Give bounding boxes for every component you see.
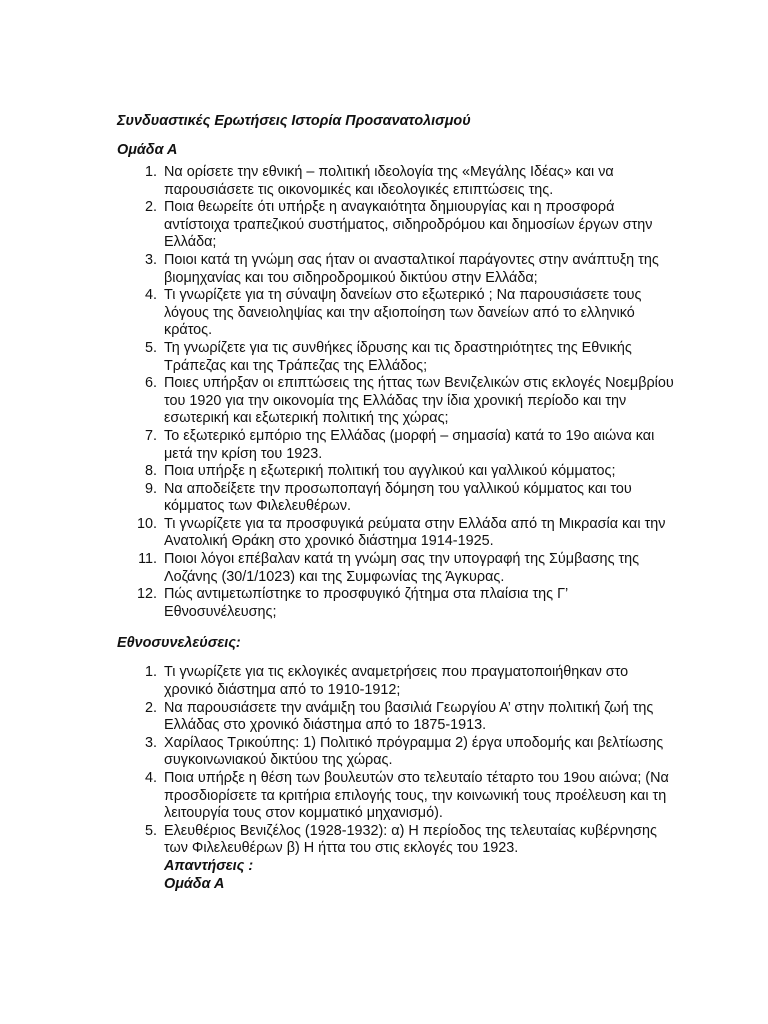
section-a-question-list (117, 164, 677, 621)
question-number: 5. (144, 822, 157, 839)
question-item (117, 252, 677, 287)
question-text: Να αποδείξετε την προσωποπαγή δόμηση του γαλλικού κόμματος και του κόμματος των Φιλελευθέρων. (164, 480, 632, 515)
question-number: 1. (144, 664, 157, 681)
question-number: 1. (144, 164, 157, 180)
question-text: Ποια υπήρξε η θέση των βουλευτών στο τελευταίο τέταρτο του 19ου αιώνα; (Να προσδιορίσετε τα κριτήρια επιλογής τους, την κοινωνική τους προέλευση και τη λειτουργία τους στον κομματικό μηχανισμό). (164, 770, 669, 822)
question-text: Χαρίλαος Τρικούπης: 1) Πολιτικό πρόγραμμα 2) έργα υποδομής και βελτίωσης συγκοινωνιακού δικτύου της χώρας. (164, 734, 664, 769)
question-text: Τη γνωρίζετε για τις συνθήκες ίδρυσης και τις δραστηριότητες της Εθνικής Τράπεζας και της Τράπεζας της Ελλάδος; (164, 339, 632, 374)
question-text: Ελευθέριος Βενιζέλος (1928-1932): α) Η περίοδος της τελευταίας κυβέρνησης των Φιλελευθέρων β) Η ήττα του στις εκλογές του 1923. (164, 822, 657, 857)
question-number: 10. (136, 515, 157, 532)
question-text: Τι γνωρίζετε για τη σύναψη δανείων στο εξωτερικό ; Να παρουσιάσετε τους λόγους της δανειοληψίας και την αξιοποίηση των δανείων από το ελληνικό κράτος. (164, 287, 642, 339)
question-number: 4. (144, 287, 157, 304)
section-b-question-list (117, 664, 677, 858)
document-title: Συνδυαστικές Ερωτήσεις Ιστορία Προσανατολισμού (117, 113, 471, 129)
question-number: 5. (144, 339, 157, 356)
question-item (117, 586, 677, 621)
answers-block (117, 858, 677, 893)
question-item (117, 481, 677, 516)
question-item (117, 463, 677, 481)
question-text: Το εξωτερικό εμπόριο της Ελλάδας (μορφή – σημασία) κατά το 19ο αιώνα και μετά την κρίση του 1923. (164, 427, 655, 462)
section-a-heading: Ομάδα Α (117, 142, 178, 158)
question-text: Να ορίσετε την εθνική – πολιτική ιδεολογία της «Μεγάλης Ιδέας» και να παρουσιάσετε τις οικονομικές και ιδεολογικές επιπτώσεις της. (164, 164, 614, 198)
question-item (117, 340, 677, 375)
question-item (117, 375, 677, 428)
question-number: 8. (144, 463, 157, 480)
question-text: Ποια θεωρείτε ότι υπήρξε η αναγκαιότητα δημιουργίας και η προσφορά αντίστοιχα τραπεζικού συστήματος, σιδηροδρόμου και δημοσίων έργων στην Ελλάδα; (164, 199, 653, 251)
question-item (117, 551, 677, 586)
question-text: Ποιοι κατά τη γνώμη σας ήταν οι ανασταλτικοί παράγοντες στην ανάπτυξη της βιομηχανίας και του σιδηροδρομικού δικτύου στην Ελλάδα; (164, 251, 659, 286)
question-item (117, 823, 677, 858)
question-item (117, 199, 677, 252)
section-b-heading: Εθνοσυνελεύσεις: (117, 635, 241, 652)
question-text: Ποιες υπήρξαν οι επιπτώσεις της ήττας των Βενιζελικών στις εκλογές Νοεμβρίου του 1920 για την οικονομία της Ελλάδας την ίδια χρονική περίοδο και την εσωτερική και εξωτερική πολιτική της χώρας; (164, 375, 674, 427)
question-item (117, 287, 677, 340)
question-item (117, 700, 677, 735)
question-item (117, 735, 677, 770)
question-number: 11. (138, 551, 157, 568)
question-text: Ποιοι λόγοι επέβαλαν κατά τη γνώμη σας την υπογραφή της Σύμβασης της Λοζάνης (30/1/1023) και της Συμφωνίας της Άγκυρας. (164, 551, 640, 585)
question-item (117, 770, 677, 823)
question-number: 2. (144, 699, 157, 716)
question-text: Ποια υπήρξε η εξωτερική πολιτική του αγγλικού και γαλλικού κόμματος; (164, 463, 616, 480)
answers-group-label: Ομάδα Α (164, 875, 225, 892)
question-number: 2. (144, 199, 157, 216)
document-page (117, 112, 677, 893)
question-number: 3. (144, 734, 157, 751)
question-number: 4. (144, 770, 157, 786)
question-item (117, 164, 677, 199)
question-text: Πώς αντιμετωπίστηκε το προσφυγικό ζήτημα στα πλαίσια της Γ’ Εθνοσυνέλευσης; (164, 586, 568, 620)
question-text: Να παρουσιάσετε την ανάμιξη του βασιλιά Γεωργίου Α’ στην πολιτική ζωή της Ελλάδας στο χρονικό διάστημα από το 1875-1913. (164, 699, 654, 734)
question-item (117, 516, 677, 551)
question-text: Τι γνωρίζετε για τις εκλογικές αναμετρήσεις που πραγματοποιήθηκαν στο χρονικό διάστημα από το 1910-1912; (164, 664, 629, 699)
question-number: 9. (144, 480, 157, 497)
question-number: 6. (144, 375, 157, 392)
answers-label: Απαντήσεις : (164, 857, 254, 874)
question-number: 3. (144, 251, 157, 268)
question-number: 7. (144, 427, 157, 444)
question-item (117, 428, 677, 463)
question-number: 12. (136, 586, 157, 603)
question-text: Τι γνωρίζετε για τα προσφυγικά ρεύματα στην Ελλάδα από τη Μικρασία και την Ανατολική Θράκη στο χρονικό διάστημα 1914-1925. (164, 515, 666, 550)
question-item (117, 664, 677, 699)
